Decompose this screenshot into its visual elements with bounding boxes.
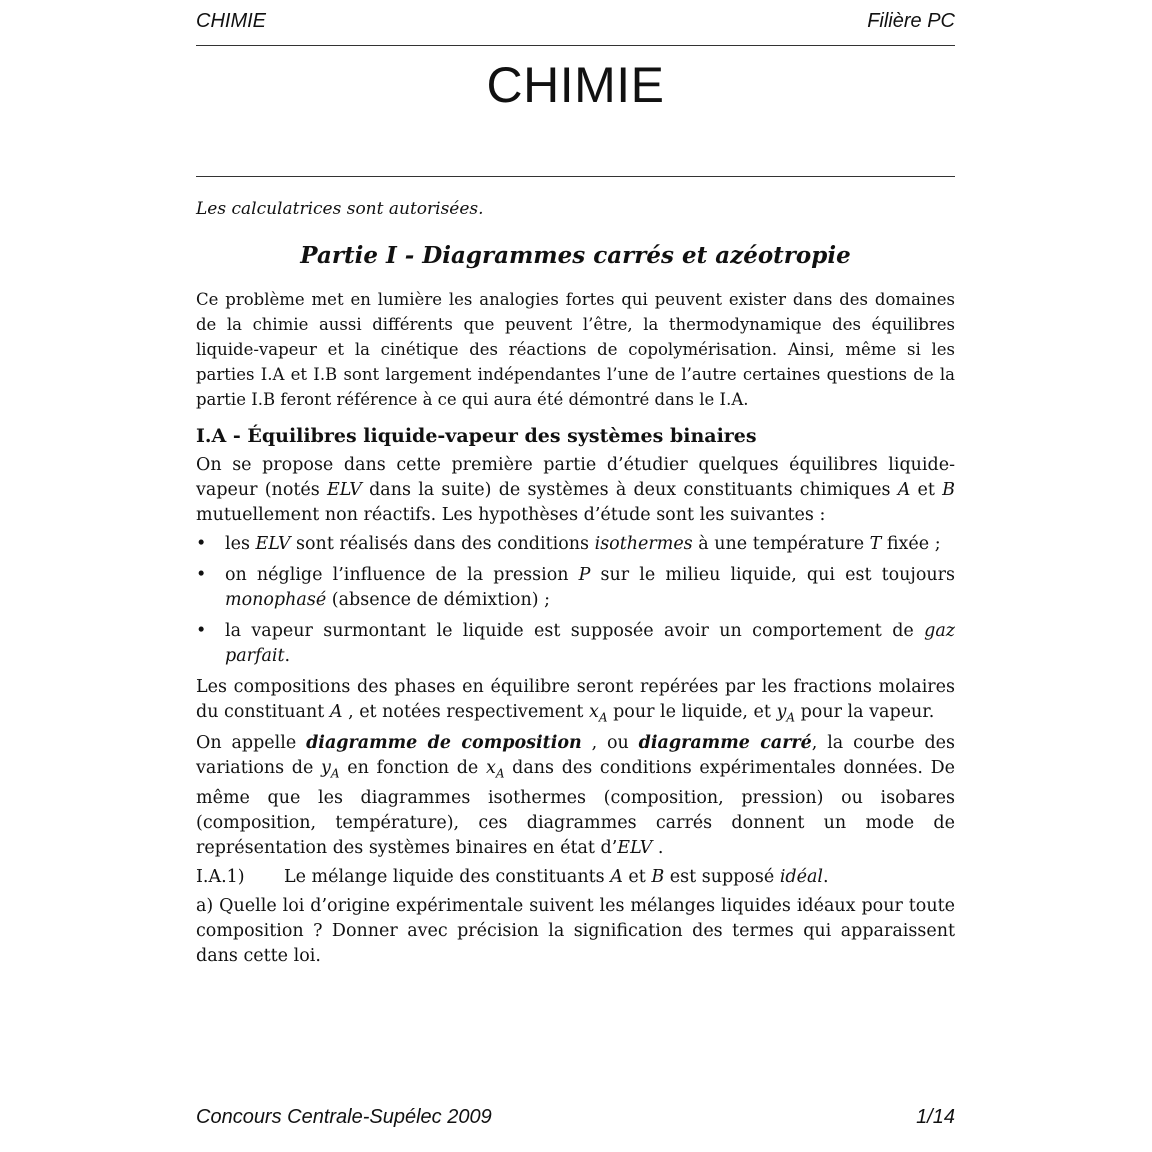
- list-item: • on néglige l’influence de la pression P sur le milieu liquide, qui est toujours monophasé (absence de démixtion) ;: [196, 565, 955, 610]
- document-body: [196, 287, 955, 969]
- question-a: a) Quelle loi d’origine expérimentale suivent les mélanges liquides idéaux pour toute composition ? Donner avec précision la signification des termes qui apparaissent dans cette loi.: [196, 896, 955, 966]
- paragraph-square-diagram: On appelle diagramme de composition , ou diagramme carré, la courbe des variations de $y_A$ en fonction de $x_A$ dans des conditions expérimentales données. De même que les diagrammes isothermes (composition, pression) ou isobares (composition, température), ces diagrammes carrés donnent un mode de représentation des systèmes binaires en état d’ELV .: [196, 732, 955, 858]
- header-subject: CHIMIE: [196, 10, 266, 32]
- bullet-icon: •: [196, 621, 207, 641]
- calculators-note: Les calculatrices sont autorisées.: [196, 199, 484, 219]
- page-header: [196, 10, 955, 38]
- document-page: [196, 0, 955, 1152]
- paragraph-hypotheses: On se propose dans cette première partie d’étudier quelques équilibres liquide-vapeur (notés ELV dans la suite) de systèmes à deux constituants chimiques A et B mutuellement non réactifs. Les hypothèses d’étude sont les suivantes :: [196, 455, 955, 525]
- header-track: Filière PC: [867, 10, 955, 32]
- question-number: I.A.1): [196, 867, 245, 887]
- bullet-icon: •: [196, 534, 207, 554]
- page-title: CHIMIE: [486, 57, 665, 113]
- header-rule: [196, 45, 955, 46]
- page-number: 1/14: [916, 1106, 955, 1128]
- hypotheses-list: [196, 532, 955, 669]
- question-IA1: I.A.1) Le mélange liquide des constituants A et B est supposé idéal.: [196, 865, 955, 890]
- intro-paragraph: Ce problème met en lumière les analogies fortes qui peuvent exister dans des domaines de la chimie aussi différents que peuvent l’être, la thermodynamique des équilibres liquide-vapeur et la cinétique des réactions de copolymérisation. Ainsi, même si les parties I.A et I.B sont largement indépendantes l’une de l’autre certaines questions de la partie I.B feront référence à ce qui aura été démontré dans le I.A.: [196, 290, 955, 409]
- title-rule: [196, 176, 955, 177]
- section-title-IA: I.A - Équilibres liquide-vapeur des systèmes binaires: [196, 425, 757, 447]
- list-item: • la vapeur surmontant le liquide est supposée avoir un comportement de gaz parfait.: [196, 621, 955, 666]
- part-title: Partie I - Diagrammes carrés et azéotropie: [300, 242, 851, 269]
- paragraph-compositions: Les compositions des phases en équilibre seront repérées par les fractions molaires du constituant A , et notées respectivement $x_A$ pour le liquide, et $y_A$ pour la vapeur.: [196, 677, 955, 725]
- list-item: • les ELV sont réalisés dans des conditions isothermes à une température T fixée ;: [196, 532, 955, 557]
- footer-contest: Concours Centrale-Supélec 2009: [196, 1106, 492, 1128]
- bullet-icon: •: [196, 565, 207, 585]
